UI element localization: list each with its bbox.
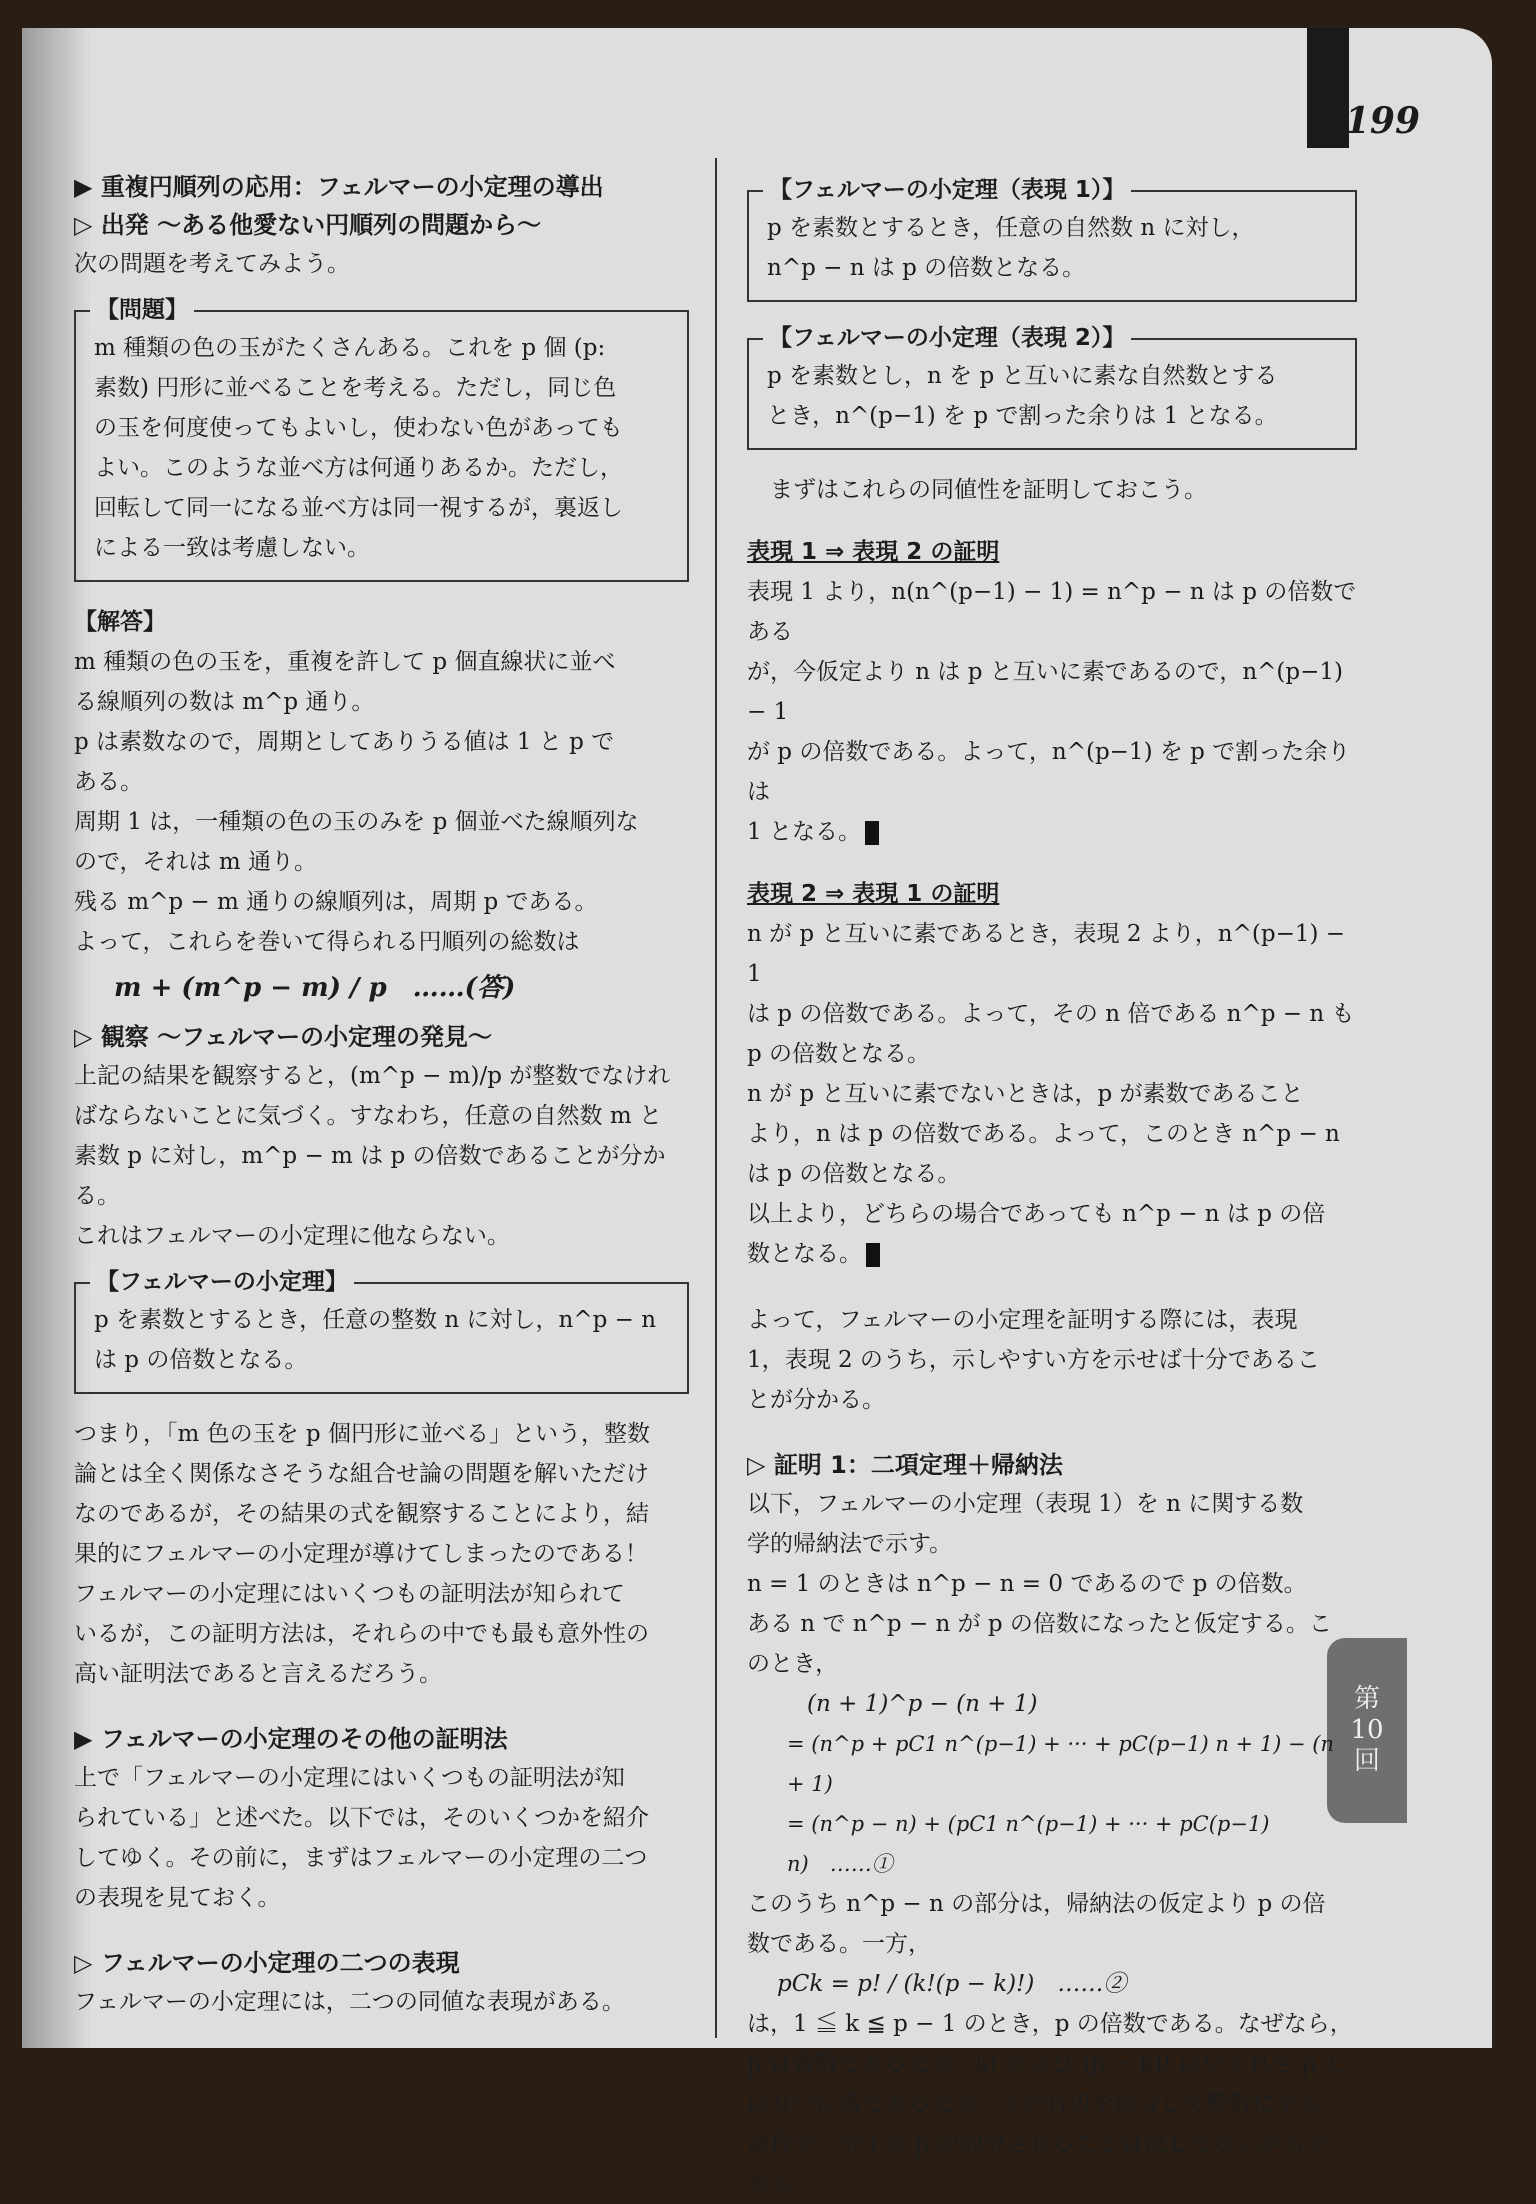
conclusion-line: 1，表現 2 のうち，示しやすい方を示せば十分であるこ	[747, 1347, 1320, 1373]
expression2-box	[747, 325, 1357, 450]
proof1-line: ある n で n^p − n が p の倍数になったと仮定する。こ	[747, 1611, 1332, 1637]
after-equation-line: 数である。一方，	[747, 1931, 931, 1957]
other-proofs-line: してゆく。その前に，まずはフェルマーの小定理の二つ	[74, 1845, 648, 1871]
proof-1-to-2-title: 表現 1 ⇒ 表現 2 の証明	[747, 539, 1000, 565]
summary-line: 高い証明法であると言えるだろう。	[74, 1661, 442, 1687]
final-line: は，1 ≦ k ≦ p − 1 のとき，p の倍数である。なぜなら，	[747, 2011, 1353, 2037]
problem-line: よい。このような並べ方は何通りあるか。ただし，	[94, 455, 623, 481]
answer-line: る線順列の数は m^p 通り。	[74, 689, 375, 715]
equation-line: = (n^p + pC1 n^(p−1) + ··· + pC(p−1) n + 1) − (n + 1)	[787, 1732, 1335, 1796]
two-expressions-heading: ▷ フェルマーの小定理の二つの表現	[74, 1949, 460, 1977]
expression2-line: とき，n^(p−1) を p で割った余りは 1 となる。	[767, 403, 1278, 429]
proof-2-to-1-line-text: 数となる。	[747, 1241, 862, 1267]
answer-line: よって，これらを巻いて得られる円順列の総数は	[74, 929, 580, 955]
equivalence-intro: まずはこれらの同値性を証明しておこう。	[770, 477, 1207, 503]
qed-mark	[866, 1243, 880, 1267]
answer-formula: m + (m^p − m) / p ……(答)	[114, 973, 516, 1003]
answer-line: ある。	[74, 769, 143, 795]
proof-1-to-2-line: 表現 1 より，n(n^(p−1) − 1) = n^p − n は p の倍数である	[747, 579, 1357, 645]
proof1-line: 学的帰納法で示す。	[747, 1531, 953, 1557]
observe-line: 上記の結果を観察すると，(m^p − m)/p が整数でなけれ	[74, 1063, 671, 1089]
summary-line: 論とは全く関係なさそうな組合せ論の問題を解いただけ	[74, 1461, 649, 1487]
section-heading: ▶ 重複円順列の応用：フェルマーの小定理の導出	[74, 173, 604, 201]
chapter-tab-line: 回	[1353, 1746, 1380, 1777]
proof1-line: n = 1 のときは n^p − n = 0 であるので p の倍数。	[747, 1571, 1307, 1597]
problem-line: m 種類の色の玉がたくさんある。これを p 個 (p:	[94, 335, 606, 361]
problem-line: の玉を何度使ってもよいし，使わない色があっても	[94, 415, 623, 441]
final-line: は互いに素であるため，②の右辺を約分して整数にする	[747, 2091, 1322, 2117]
proof-1-to-2-line	[747, 812, 1357, 852]
problem-line: 回転して同一になる並べ方は同一視するが，裏返し	[94, 495, 623, 521]
conclusion-line: よって，フェルマーの小定理を証明する際には，表現	[747, 1307, 1298, 1333]
observe-line: 素数 p に対し，m^p − m は p の倍数であることが分かる。	[74, 1143, 666, 1209]
other-proofs-line: 上で「フェルマーの小定理にはいくつもの証明法が知	[74, 1765, 625, 1791]
summary-line: つまり，「m 色の玉を p 個円形に並べる」という，整数	[74, 1421, 650, 1447]
proof-2-to-1-line: n が p と互いに素でないときは，p が素数であること	[747, 1081, 1304, 1107]
other-proofs-line: られている」と述べた。以下では，そのいくつかを紹介	[74, 1805, 649, 1831]
chapter-tab-line: 第	[1353, 1683, 1380, 1714]
answer-line: 周期 1 は，一種類の色の玉のみを p 個並べた線順列な	[74, 809, 639, 835]
proof-2-to-1-line: は p の倍数となる。	[747, 1161, 961, 1187]
proof-1-to-2-line: が p の倍数である。よって，n^(p−1) を p で割った余りは	[747, 739, 1351, 805]
after-equation-line: このうち n^p − n の部分は，帰納法の仮定より p の倍	[747, 1891, 1326, 1917]
proof-2-to-1-line: n が p と互いに素であるとき，表現 2 より，n^(p−1) − 1	[747, 921, 1346, 987]
answer-title: 【解答】	[74, 609, 166, 635]
problem-box	[74, 297, 689, 582]
proof-1-to-2-line-text: 1 となる。	[747, 819, 861, 845]
proof-2-to-1-line: より，n は p の倍数である。よって，このとき n^p − n	[747, 1121, 1340, 1147]
summary-line: フェルマーの小定理にはいくつもの証明法が知られて	[74, 1581, 625, 1607]
problem-line: による一致は考慮しない。	[94, 535, 370, 561]
answer-line: ので，それは m 通り。	[74, 849, 317, 875]
theorem-box	[74, 1269, 689, 1394]
proof-2-to-1-line: p の倍数となる。	[747, 1041, 931, 1067]
conclusion-line: とが分かる。	[747, 1387, 885, 1413]
theorem-title: 【フェルマーの小定理】	[90, 1262, 354, 1302]
intro-text: 次の問題を考えてみよう。	[74, 251, 350, 277]
answer-line: m 種類の色の玉を，重複を許して p 個直線状に並べ	[74, 649, 616, 675]
qed-mark	[865, 821, 879, 845]
subsection-heading: ▷ 出発 ～ある他愛ない円順列の問題から～	[74, 211, 542, 239]
chapter-bar	[1307, 28, 1349, 148]
proof-2-to-1-line	[747, 1234, 1357, 1274]
proof-2-to-1-title: 表現 2 ⇒ 表現 1 の証明	[747, 881, 1000, 907]
observe-heading: ▷ 観察 ～フェルマーの小定理の発見～	[74, 1023, 492, 1051]
left-column	[74, 168, 689, 2022]
final-line: ある。	[747, 2171, 816, 2197]
problem-line: 素数) 円形に並べることを考える。ただし，同じ色	[94, 375, 617, 401]
problem-title: 【問題】	[90, 290, 194, 330]
chapter-tab-line: 10	[1350, 1714, 1384, 1745]
observe-line: ばならないことに気づく。すなわち，任意の自然数 m と	[74, 1103, 662, 1129]
proof-2-to-1-line: は p の倍数である。よって，その n 倍である n^p − n も	[747, 1001, 1355, 1027]
expression1-box	[747, 177, 1357, 302]
summary-line: いるが，この証明方法は，それらの中でも最も意外性の	[74, 1621, 649, 1647]
answer-line: 残る m^p − m 通りの線順列は，周期 p である。	[74, 889, 598, 915]
expression1-line: p を素数とするとき，任意の自然数 n に対し，	[767, 215, 1255, 241]
theorem-line: p を素数とするとき，任意の整数 n に対し，n^p − n	[94, 1307, 657, 1333]
binomial-formula: pCk = p! / (k!(p − k)!) ……②	[777, 1971, 1127, 1997]
two-expressions-line: フェルマーの小定理には，二つの同値な表現がある。	[74, 1989, 625, 2015]
page-number: 199	[1344, 100, 1420, 142]
expression1-line: n^p − n は p の倍数となる。	[767, 255, 1086, 281]
book-page	[22, 28, 1492, 2197]
right-column	[747, 168, 1357, 2204]
summary-line: 果的にフェルマーの小定理が導けてしまったのである！	[74, 1541, 648, 1567]
proof1-line: のとき，	[747, 1651, 839, 1677]
equation-line: = (n^p − n) + (pC1 n^(p−1) + ··· + pC(p−1) n) ……①	[787, 1812, 1270, 1876]
expression1-title: 【フェルマーの小定理（表現 1）】	[763, 170, 1131, 210]
answer-line: p は素数なので，周期としてありうる値は 1 と p で	[74, 729, 615, 755]
proof-1-to-2-line: が，今仮定より n は p と互いに素であるので，n^(p−1) − 1	[747, 659, 1343, 725]
proof1-line: 以下，フェルマーの小定理（表現 1）を n に関する数	[747, 1491, 1304, 1517]
final-line: p は素数であるため，k! および (p − k)! はいずれも p と	[747, 2051, 1347, 2077]
expression2-title: 【フェルマーの小定理（表現 2）】	[763, 318, 1131, 358]
final-line: 過程で，分子の p が約分されることは決してないからで	[747, 2131, 1328, 2157]
observe-line: これはフェルマーの小定理に他ならない。	[74, 1223, 510, 1249]
proof1-heading: ▷ 証明 1：二項定理＋帰納法	[747, 1451, 1063, 1479]
expression2-line: p を素数とし，n を p と互いに素な自然数とする	[767, 363, 1278, 389]
proof-2-to-1-line: 以上より，どちらの場合であっても n^p − n は p の倍	[747, 1201, 1326, 1227]
other-proofs-heading: ▶ フェルマーの小定理のその他の証明法	[74, 1725, 508, 1753]
other-proofs-line: の表現を見ておく。	[74, 1885, 281, 1911]
equation-line: (n + 1)^p − (n + 1)	[807, 1691, 1038, 1717]
summary-line: なのであるが，その結果の式を観察することにより，結	[74, 1501, 649, 1527]
column-divider	[715, 158, 717, 2038]
theorem-line: は p の倍数となる。	[94, 1347, 308, 1373]
